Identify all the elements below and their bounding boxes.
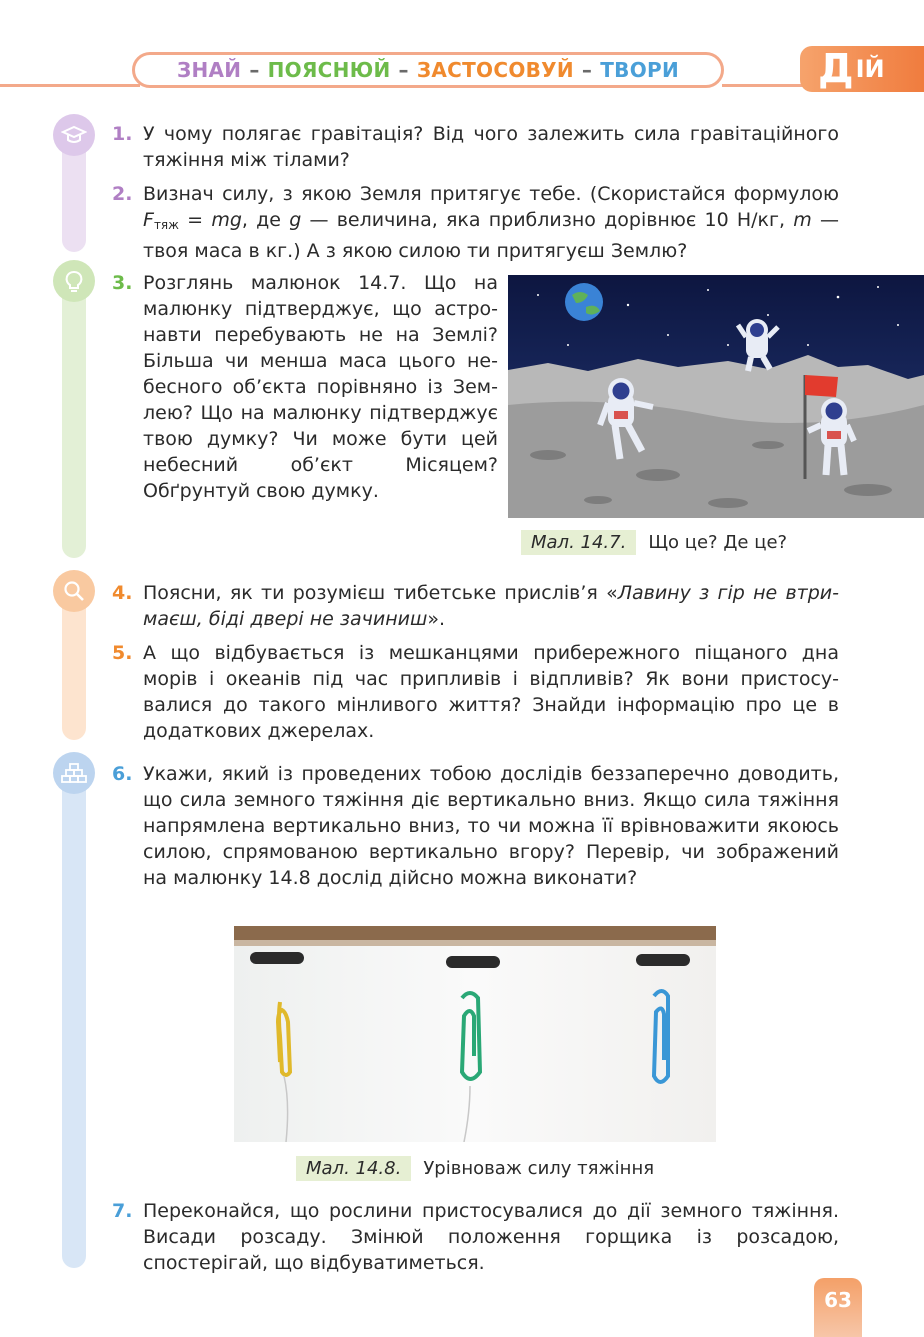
section-icon-circle	[53, 260, 95, 302]
question-6	[112, 761, 839, 891]
header-banner	[132, 52, 724, 88]
header-word-apply: ЗАСТОСОВУЙ	[416, 58, 574, 82]
question-7	[112, 1198, 839, 1276]
section-tag	[800, 46, 924, 92]
question-text	[143, 181, 839, 264]
figure-label: Мал. 14.7.	[521, 530, 636, 555]
question-number: 5.	[112, 642, 133, 664]
section-bar-green	[62, 262, 86, 558]
header-word-know: ЗНАЙ	[176, 58, 242, 82]
section-icon-circle	[53, 570, 95, 612]
question-number: 3.	[112, 272, 133, 294]
question-text: Переконайся, що рослини пристосувалися до дії земного тяжіння. Висади розсаду. Змінюй положення горщика із розсадою, спостерігай, що відбуватиметься.	[143, 1200, 839, 1274]
magnet	[636, 954, 690, 966]
section-tag-rest: ІЙ	[855, 55, 885, 83]
section-icon-circle	[53, 752, 95, 794]
figure-14-8-image	[234, 926, 716, 1142]
question-number: 2.	[112, 183, 133, 205]
magnifier-icon	[61, 578, 87, 604]
text-run: Визнач силу, з якою Земля притягує тебе. (Скористайся формулою	[143, 183, 839, 205]
question-number: 4.	[112, 582, 133, 604]
header-dash: –	[249, 58, 260, 82]
question-text	[143, 580, 839, 632]
figure-caption-text: Що це? Де це?	[648, 532, 788, 553]
magnet	[446, 956, 500, 968]
question-5	[112, 640, 839, 744]
figure-label: Мал. 14.8.	[296, 1156, 411, 1181]
text-run: Поясни, як ти розумієш тибетське прислів’я «	[143, 582, 618, 604]
figure-14-8-caption	[296, 1156, 654, 1181]
question-text: А що відбувається із мешканцями прибережного піщаного дна морів і океанів під час припливів і відпливів? Як вони пристосувалися до такого мінливого життя? Знайди інформацію про це в додаткових джерелах.	[143, 642, 839, 742]
formula-variable: m	[793, 209, 812, 231]
question-1	[112, 121, 839, 173]
section-bar-blue	[62, 754, 86, 1268]
magnet	[250, 952, 304, 964]
figure-14-7-caption	[521, 530, 787, 555]
header-word-explain: ПОЯСНЮЙ	[267, 58, 391, 82]
paper-clips-photo	[234, 926, 716, 1142]
graduation-cap-icon	[61, 122, 87, 148]
blocks-icon	[61, 760, 87, 786]
text-run: — величина, яка приблизно дорівнює 10 Н/кг,	[301, 209, 794, 231]
text-run: ».	[427, 608, 446, 630]
text-run: =	[178, 209, 212, 231]
text-run: — твоя маса в кг.) А з якою силою ти притягуєш Землю?	[143, 209, 840, 262]
figure-caption-text: Урівноваж силу тяжіння	[423, 1158, 655, 1179]
section-tag-initial: Д	[818, 46, 854, 92]
lightbulb-icon	[61, 268, 87, 294]
question-text: Розглянь малюнок 14.7. Що на малюнку підтверджує, що астронавти перебувають не на Землі? Більша чи менша маса цього небесного об’єкта порівняно із Землею? Що на малюнку підтверджує твою думку? Чи може бути цей небесний об’єкт Місяцем? Обґрунтуй свою думку.	[143, 272, 498, 502]
question-2	[112, 181, 839, 264]
moon-scene-illustration	[508, 275, 924, 518]
page-number: 63	[814, 1278, 862, 1337]
header-dash: –	[581, 58, 593, 82]
text-run: , де	[241, 209, 290, 231]
question-number: 7.	[112, 1200, 133, 1222]
question-number: 6.	[112, 763, 133, 785]
formula-subscript: тяж	[153, 218, 179, 232]
question-3	[112, 270, 498, 504]
header-rule-left	[0, 84, 140, 87]
header-dash: –	[398, 58, 409, 82]
formula-variable: g	[289, 209, 302, 231]
figure-14-7-image	[508, 275, 924, 518]
question-number: 1.	[112, 123, 133, 145]
formula-variable: mg	[211, 209, 242, 231]
proverb-quote: Лавину з гір не втримаєш, біді двері не зачиниш	[143, 582, 839, 630]
header-rule-right	[722, 84, 812, 87]
question-4	[112, 580, 839, 632]
flag	[805, 375, 838, 397]
header-word-create: ТВОРИ	[600, 58, 680, 82]
formula-variable: F	[143, 209, 154, 231]
question-text: У чому полягає гравітація? Від чого залежить сила гравітаційного тяжіння між тілами?	[143, 123, 839, 171]
question-text: Укажи, який із проведених тобою дослідів беззаперечно доводить, що сила земного тяжіння діє вертикально вниз. Якщо сила тяжіння напрямлена вертикально вниз, то чи можна її врівноважити якоюсь силою, спрямованою вертикально вгору? Перевір, чи зображений на малюнку 14.8 дослід дійсно можна виконати?	[143, 763, 839, 889]
section-icon-circle	[53, 114, 95, 156]
